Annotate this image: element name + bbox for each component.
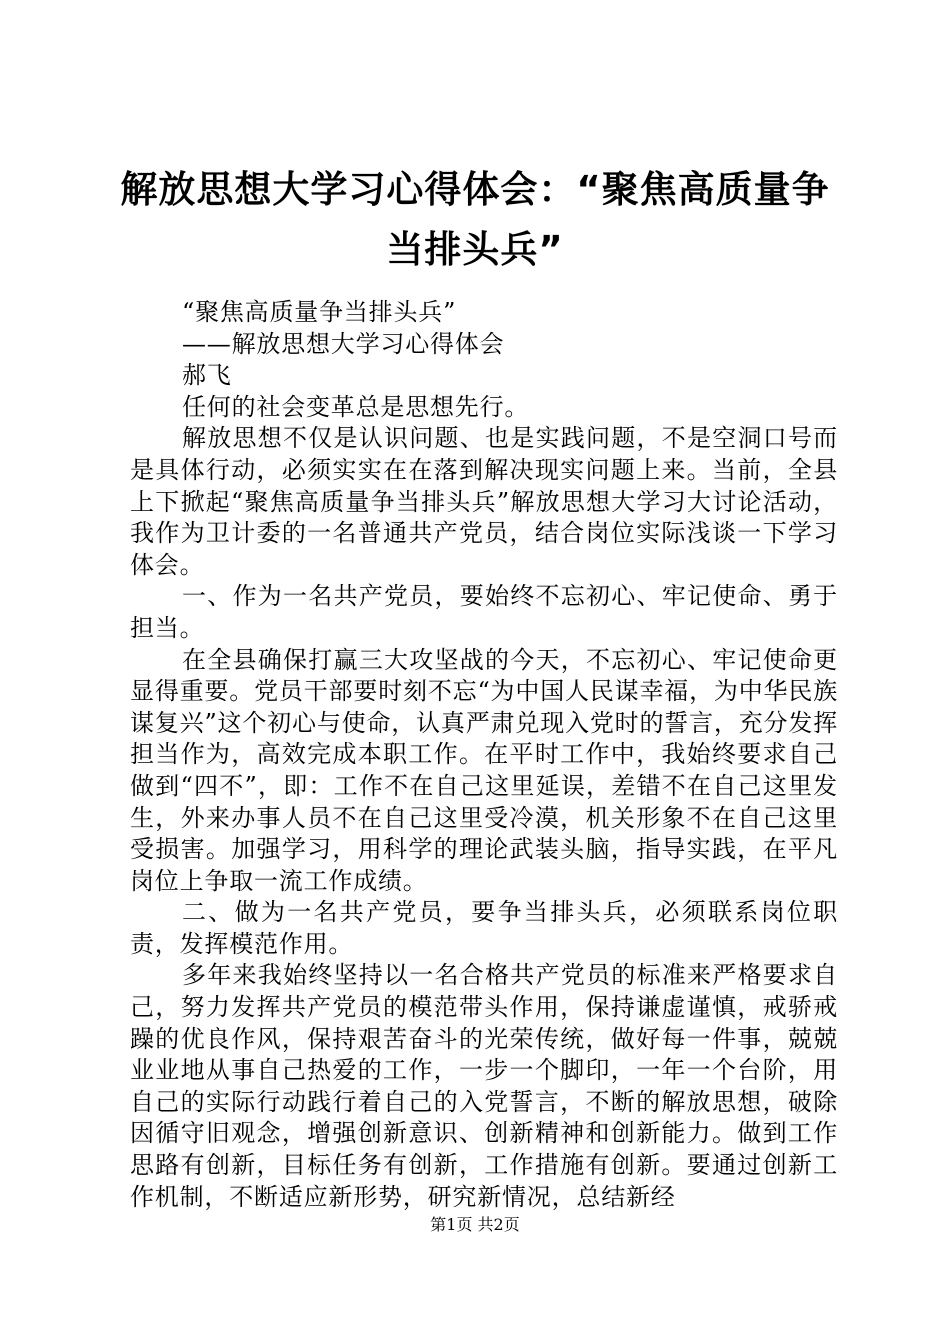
paragraph: 任何的社会变革总是思想先行。 [182,392,530,421]
document-body [130,297,838,1213]
page-number: 第1页 共2页 [430,1215,520,1234]
section-heading: 一、作为一名共产党员，要始终不忘初心、牢记使命、勇于担当。 [130,582,838,642]
paragraph: 在全县确保打赢三大攻坚战的今天，不忘初心、牢记使命更显得重要。党员干部要时刻不忘“为中国人民谋幸福，为中华民族谋复兴”这个初心与使命，认真严肃兑现入党时的誓言，充分发挥担当作为，高效完成本职工作。在平时工作中，我始终要求自己做到“四不”，即：工作不在自己这里延误，差错不在自己这里发生，外来办事人员不在自己这里受冷漠，机关形象不在自己这里受损害。加强学习，用科学的理论武装头脑，指导实践，在平凡岗位上争取一流工作成绩。 [130,645,838,895]
section-heading: 二、做为一名共产党员，要争当排头兵，必须联系岗位职责，发挥模范作用。 [130,898,838,958]
subtitle-sub: ——解放思想大学习心得体会 [182,329,505,358]
author: 郝飞 [182,361,232,390]
subtitle-main: “聚焦高质量争当排头兵” [182,298,457,326]
document-title: 解放思想大学习心得体会：“聚焦高质量争当排头兵” [120,168,830,271]
paragraph: 解放思想不仅是认识问题、也是实践问题，不是空洞口号而是具体行动，必须实实在在落到解决现实问题上来。当前，全县上下掀起“聚焦高质量争当排头兵”解放思想大学习大讨论活动，我作为卫计委的一名普通共产党员，结合岗位实际浅谈一下学习体会。 [130,424,838,579]
paragraph: 多年来我始终坚持以一名合格共产党员的标准来严格要求自己，努力发挥共产党员的模范带头作用，保持谦虚谨慎，戒骄戒躁的优良作风，保持艰苦奋斗的光荣传统，做好每一件事，兢兢业业地从事自己热爱的工作，一步一个脚印，一年一个台阶，用自己的实际行动践行着自己的入党誓言，不断的解放思想，破除因循守旧观念，增强创新意识、创新精神和创新能力。做到工作思路有创新，目标任务有创新，工作措施有创新。要通过创新工作机制，不断适应新形势，研究新情况，总结新经 [130,961,838,1211]
